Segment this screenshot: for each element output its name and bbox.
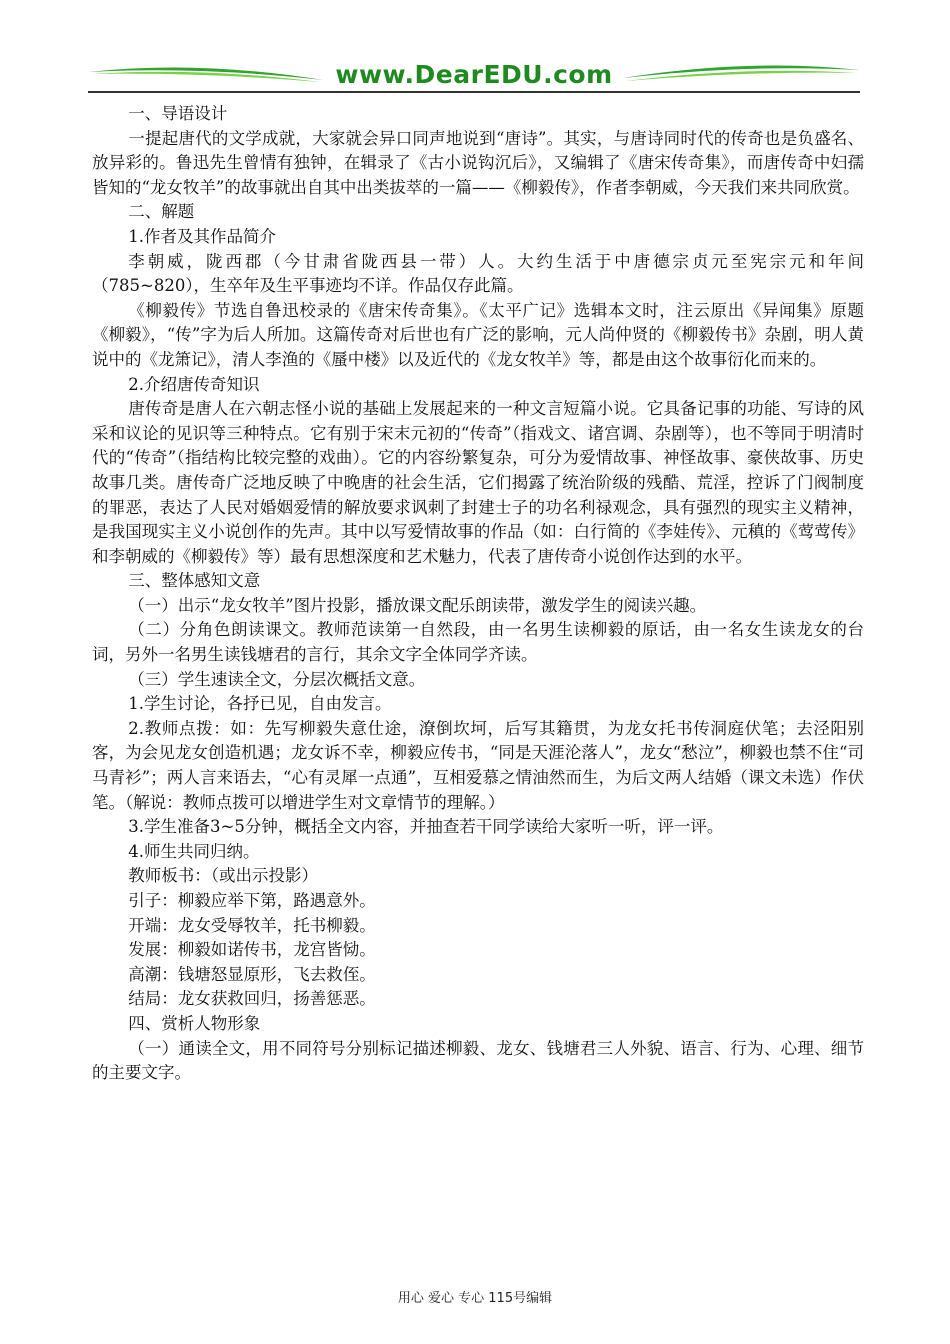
outline-line: 引子：柳毅应举下第，路遇意外。: [128, 891, 376, 910]
heading-intro: 一、导语设计: [128, 104, 228, 123]
paragraph: 4.师生共同归纳。: [128, 841, 260, 861]
paragraph: 教师板书：（或出示投影）: [128, 866, 319, 886]
paragraph: 1.学生讨论，各抒已见，自由发言。: [128, 694, 392, 714]
paragraph: （一）出示“龙女牧羊”图片投影，播放课文配乐朗读带，激发学生的阅读兴趣。: [128, 595, 707, 615]
outline-line: 发展：柳毅如诺传书，龙宫皆恸。: [128, 940, 376, 960]
paragraph: 李朝威，陇西郡（今甘肃省陇西县一带）人。大约生活于中唐德宗贞元至宪宗元和年间（785~820），生卒年及生平事迹均不详。作品仅存此篇。: [92, 251, 864, 296]
paragraph: 2.教师点拨：如：先写柳毅失意仕途，潦倒坎坷，后写其籍贯，为龙女托书传洞庭伏笔；去泾阳别客，为会见龙女创造机遇；龙女诉不幸，柳毅应传书，“同是天涯沦落人”，龙女“愁泣”，柳毅也禁不住“司马青衫”；两人言来语去，“心有灵犀一点通”，互相爱慕之情油然而生，为后文两人结婚（课文未选）作伏笔。（解说：教师点拨可以增进学生对文章情节的理解。）: [92, 718, 864, 812]
heading-characters: 四、赏析人物形象: [128, 1013, 261, 1033]
paragraph: （三）学生速读全文，分层次概括文意。: [128, 669, 426, 689]
paragraph: 3.学生准备3~5分钟，概括全文内容，并抽查若干同学读给大家听一听，评一评。: [128, 817, 724, 837]
outline-line: 高潮：钱塘怒显原形，飞去救侄。: [128, 964, 376, 984]
site-name: www.DearEDU.com: [335, 60, 613, 89]
paragraph: 一提起唐代的文学成就，大家就会异口同声地说到“唐诗”。其实，与唐诗同时代的传奇也是负盛名、放异彩的。鲁迅先生曾情有独钟，在辑录了《古小说钩沉后》，又编辑了《唐宋传奇集》，而唐传奇中妇孺皆知的“龙女牧羊”的故事就出自其中出类拔萃的一篇——《柳毅传》，作者李朝威，今天我们来共同欣赏。: [92, 128, 864, 197]
heading-overview: 三、整体感知文意: [128, 571, 261, 591]
document-body: [92, 102, 864, 1086]
outline-line: 开端：龙女受辱牧羊，托书柳毅。: [128, 915, 376, 935]
page-footer: 用心 爱心 专心 115号编辑: [397, 1291, 553, 1306]
subheading: 1.作者及其作品简介: [128, 226, 277, 246]
paragraph: （一）通读全文，用不同符号分别标记描述柳毅、龙女、钱塘君三人外貌、语言、行为、心理、细节的主要文字。: [92, 1038, 864, 1083]
heading-topic: 二、解题: [128, 202, 195, 222]
paragraph: （二）分角色朗读课文。教师范读第一自然段，由一名男生读柳毅的原话，由一名女生读龙女的台词，另外一名男生读钱塘君的言行，其余文字全体同学齐读。: [92, 620, 864, 665]
site-header: [88, 58, 860, 98]
header-rule: [88, 91, 860, 93]
outline-line: 结局：龙女获救回归，扬善惩恶。: [128, 989, 376, 1009]
paragraph: 《柳毅传》节选自鲁迅校录的《唐宋传奇集》。《太平广记》选辑本文时，注云原出《异闻集》原题《柳毅》，“传”字为后人所加。这篇传奇对后世也有广泛的影响，元人尚仲贤的《柳毅传书》杂剧，明人黄说中的《龙箫记》，清人李渔的《蜃中楼》以及近代的《龙女牧羊》等，都是由这个故事衍化而来的。: [92, 300, 864, 369]
paragraph: 唐传奇是唐人在六朝志怪小说的基础上发展起来的一种文言短篇小说。它具备记事的功能、写诗的风采和议论的见识等三种特点。它有别于宋末元初的“传奇”（指戏文、诸宫调、杂剧等），也不等同于明清时代的“传奇”（指结构比较完整的戏曲）。它的内容纷繁复杂，可分为爱情故事、神怪故事、豪侠故事、历史故事几类。唐传奇广泛地反映了中晚唐的社会生活，它们揭露了统治阶级的残酷、荒淫，控诉了门阀制度的罪恶，表达了人民对婚姻爱情的解放要求讽刺了封建士子的功名利禄观念，具有强烈的现实主义精神，是我国现实主义小说创作的先声。其中以写爱情故事的作品（如：白行简的《李娃传》、元稹的《莺莺传》和李朝威的《柳毅传》等）最有思想深度和艺术魅力，代表了唐传奇小说创作达到的水平。: [92, 399, 864, 566]
subheading: 2.介绍唐传奇知识: [128, 374, 260, 394]
